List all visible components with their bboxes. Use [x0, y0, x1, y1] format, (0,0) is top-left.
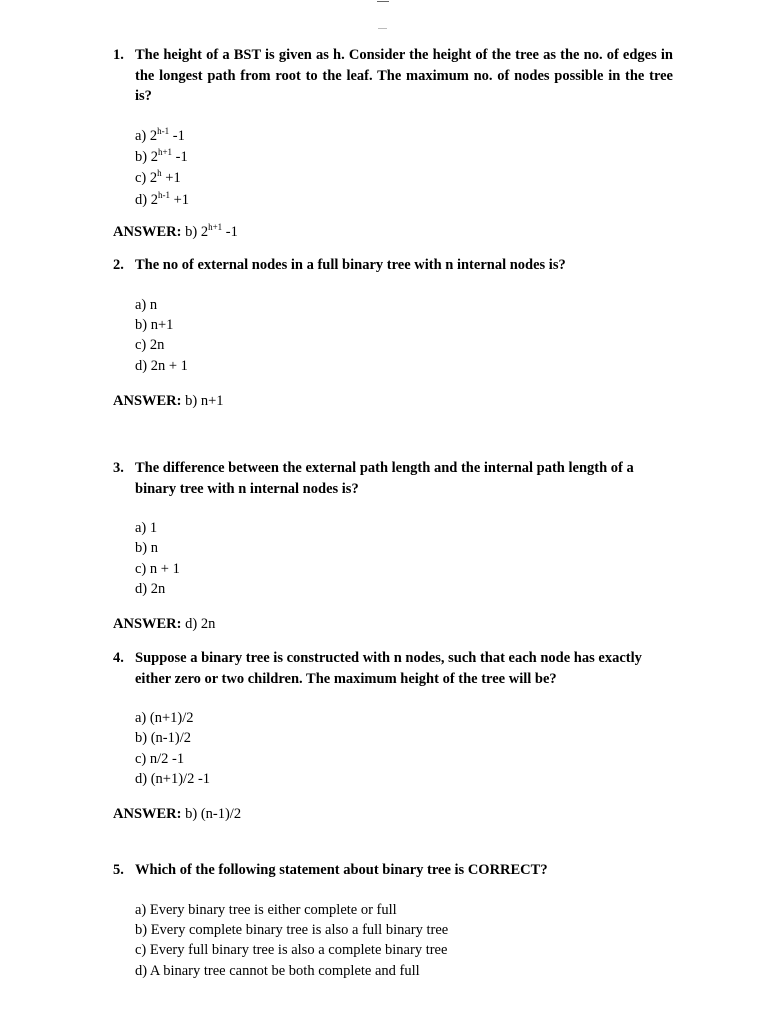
- answer-1: ANSWER: b) $2^{h+1}$ -1: [113, 222, 238, 240]
- option-a: a) n: [135, 296, 158, 313]
- answer-3: [113, 614, 215, 634]
- question-text: Which of the following statement about binary tree is CORRECT?: [135, 862, 548, 878]
- option-a: a) 1: [135, 520, 158, 536]
- question-5: [113, 860, 673, 981]
- question-number: 3.: [113, 460, 124, 476]
- option-b: b) n: [135, 540, 158, 557]
- option-list: [135, 708, 673, 790]
- option-list: [135, 126, 673, 212]
- question-text: The difference between the external path length and the internal path length of a binary tree with n internal nodes is?: [135, 460, 634, 497]
- option-d: d) $2^{h-1} +1$: [135, 189, 190, 208]
- top-rule: [377, 1, 389, 2]
- option-a: a) (n+1)/2: [135, 710, 194, 726]
- option-d: d) 2n + 1: [135, 357, 188, 374]
- question-4: [113, 648, 673, 790]
- answer-label: ANSWER:: [113, 393, 182, 409]
- answer-2: [113, 391, 224, 411]
- question-number: 4.: [113, 650, 124, 666]
- question-3: [113, 458, 673, 600]
- option-list: [135, 518, 673, 600]
- top-rule-faint: [378, 28, 387, 29]
- answer-label: ANSWER:: [113, 224, 182, 240]
- question-text: The no of external nodes in a full binary tree with n internal nodes is?: [135, 257, 566, 273]
- option-a: a) Every binary tree is either complete or full: [135, 901, 397, 918]
- answer-value: b) n+1: [181, 393, 224, 409]
- option-c: c) n/2 -1: [135, 750, 185, 767]
- question-number: 1.: [113, 47, 124, 63]
- option-d: d) (n+1)/2 -1: [135, 771, 211, 788]
- answer-value: d) 2n: [181, 616, 216, 632]
- option-b: b) Every complete binary tree is also a full binary tree: [135, 921, 449, 938]
- option-c: c) $2^h +1$: [135, 168, 181, 187]
- question-number: 5.: [113, 862, 124, 878]
- question-text: Suppose a binary tree is constructed with n nodes, such that each node has exactly either zero or two children. The maximum height of the tree will be?: [135, 650, 642, 687]
- option-c: c) n + 1: [135, 560, 180, 577]
- option-b: b) $2^{h+1}$ -1: [135, 146, 188, 165]
- option-d: d) 2n: [135, 581, 166, 598]
- option-b: b) n+1: [135, 316, 174, 333]
- question-text: The height of a BST is given as h. Consider the height of the tree as the no. of edges in the longest path from root to the leaf. The maximum no. of nodes possible in the tree is?: [135, 47, 673, 104]
- question-number: 2.: [113, 257, 124, 273]
- option-a: a) 2$^{h-1}$ -1: [135, 125, 185, 144]
- option-b: b) (n-1)/2: [135, 730, 191, 747]
- answer-label: ANSWER:: [113, 616, 182, 632]
- question-2: [113, 255, 673, 376]
- option-c: c) Every full binary tree is also a complete binary tree: [135, 942, 448, 959]
- answer-4: [113, 804, 241, 824]
- question-1: [113, 45, 673, 211]
- option-c: c) 2n: [135, 337, 165, 354]
- answer-value: b) (n-1)/2: [181, 806, 242, 822]
- answer-label: ANSWER:: [113, 806, 182, 822]
- option-d: d) A binary tree cannot be both complete and full: [135, 962, 420, 979]
- option-list: [135, 295, 673, 377]
- option-list: [135, 900, 673, 982]
